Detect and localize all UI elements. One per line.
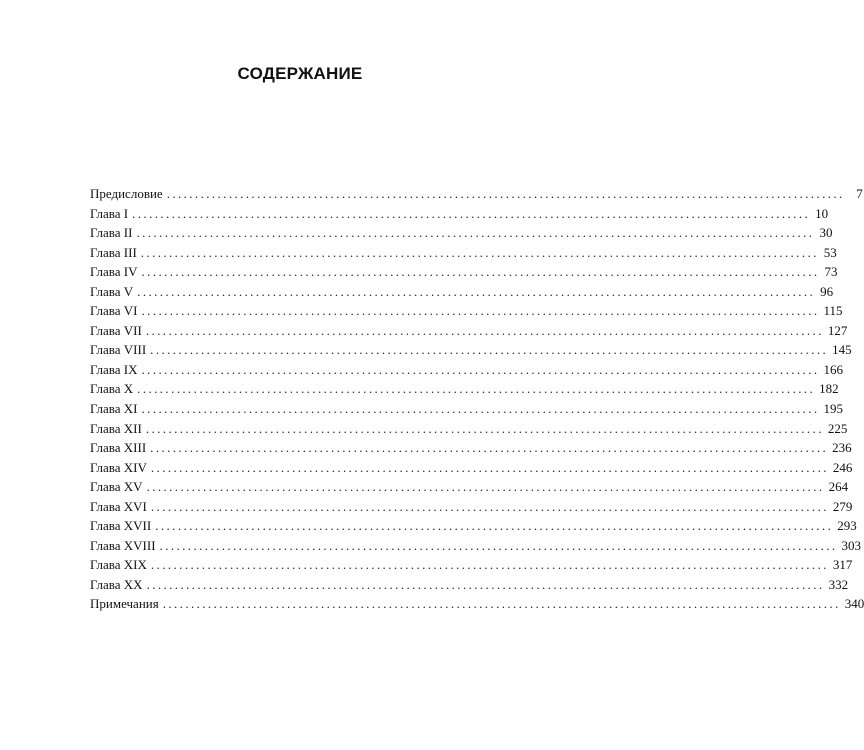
toc-entry xyxy=(90,477,849,497)
table-of-contents xyxy=(90,184,864,614)
toc-entry xyxy=(90,243,837,263)
toc-leader-dots: ........................................................................................................................ xyxy=(150,440,829,456)
toc-entry-page: 96 xyxy=(820,283,834,299)
toc-leader-dots: ........................................................................................................................ xyxy=(166,186,845,201)
toc-entry-label: Глава VI xyxy=(90,303,138,319)
toc-leader-dots: ........................................................................................................................ xyxy=(146,479,825,495)
toc-entry xyxy=(90,223,833,243)
toc-entry-page: 264 xyxy=(828,479,849,495)
toc-entry xyxy=(90,321,848,341)
toc-entry xyxy=(90,458,853,478)
toc-entry xyxy=(90,301,843,321)
toc-entry-page: 225 xyxy=(827,420,848,436)
toc-entry-page: 10 xyxy=(815,205,829,221)
toc-leader-dots: ........................................................................................................................ xyxy=(136,225,815,241)
toc-entry-label: Глава VIII xyxy=(90,342,147,358)
toc-entry-label: Глава XII xyxy=(90,420,142,436)
toc-entry-page: 115 xyxy=(823,303,843,319)
toc-entry-page: 246 xyxy=(832,459,853,475)
toc-entry-page: 7 xyxy=(856,186,863,201)
toc-entry xyxy=(90,497,853,517)
toc-entry-label: Глава XV xyxy=(90,479,143,495)
toc-entry xyxy=(90,594,864,614)
toc-leader-dots: ........................................................................................................................ xyxy=(141,303,820,319)
toc-entry-label: Предисловие xyxy=(90,186,163,201)
toc-entry-page: 145 xyxy=(832,342,852,358)
toc-entry-label: Глава X xyxy=(90,381,134,397)
toc-entry-label: Глава XVI xyxy=(90,498,147,514)
toc-entry xyxy=(90,204,829,224)
toc-entry-label: Глава III xyxy=(90,244,137,260)
toc-leader-dots: ........................................................................................................................ xyxy=(137,283,816,299)
toc-leader-dots: ........................................................................................................................ xyxy=(141,401,820,417)
toc-leader-dots: ........................................................................................................................ xyxy=(146,576,825,592)
toc-entry xyxy=(90,419,848,439)
page-title: СОДЕРЖАНИЕ xyxy=(237,64,363,83)
toc-entry xyxy=(90,184,863,204)
toc-entry xyxy=(90,282,834,302)
toc-leader-dots: ........................................................................................................................ xyxy=(145,420,824,436)
toc-leader-dots: ........................................................................................................................ xyxy=(140,244,819,260)
toc-entry-page: 166 xyxy=(823,361,843,377)
toc-entry-page: 303 xyxy=(841,537,862,553)
toc-entry-page: 332 xyxy=(828,576,849,592)
toc-entry-page: 73 xyxy=(824,264,838,280)
toc-entry-label: Глава IX xyxy=(90,361,138,377)
toc-entry-page: 195 xyxy=(823,401,843,417)
toc-entry-page: 127 xyxy=(827,322,848,338)
toc-entry-label: Глава XX xyxy=(90,576,143,592)
toc-entry-page: 293 xyxy=(837,518,857,534)
toc-entry xyxy=(90,438,852,458)
toc-entry-page: 279 xyxy=(832,498,853,514)
toc-entry-label: Глава II xyxy=(90,225,133,241)
toc-entry-label: Глава XIII xyxy=(90,440,147,456)
toc-entry xyxy=(90,516,857,536)
toc-entry-label: Глава XVII xyxy=(90,518,152,534)
toc-entry-label: Глава IV xyxy=(90,264,138,280)
toc-leader-dots: ........................................................................................................................ xyxy=(159,537,838,553)
toc-entry-page: 30 xyxy=(819,225,833,241)
toc-leader-dots: ........................................................................................................................ xyxy=(150,498,829,514)
toc-entry xyxy=(90,575,849,595)
toc-entry xyxy=(90,379,839,399)
toc-leader-dots: ........................................................................................................................ xyxy=(141,361,820,377)
toc-leader-dots: ........................................................................................................................ xyxy=(155,518,834,534)
toc-entry-page: 53 xyxy=(823,244,837,260)
toc-entry xyxy=(90,555,853,575)
toc-entry-label: Глава XIX xyxy=(90,557,147,573)
toc-entry-label: Глава V xyxy=(90,283,134,299)
toc-entry-label: Глава XI xyxy=(90,401,138,417)
toc-entry xyxy=(90,360,843,380)
toc-entry-label: Глава VII xyxy=(90,322,142,338)
toc-leader-dots: ........................................................................................................................ xyxy=(150,342,829,358)
toc-leader-dots: ........................................................................................................................ xyxy=(132,205,811,221)
toc-leader-dots: ........................................................................................................................ xyxy=(137,381,816,397)
toc-leader-dots: ........................................................................................................................ xyxy=(150,557,829,573)
toc-entry-label: Глава XIV xyxy=(90,459,147,475)
toc-entry-page: 317 xyxy=(832,557,853,573)
toc-entry-label: Глава XVIII xyxy=(90,537,156,553)
toc-entry-label: Примечания xyxy=(90,596,159,612)
toc-leader-dots: ........................................................................................................................ xyxy=(162,596,841,612)
toc-leader-dots: ........................................................................................................................ xyxy=(150,459,829,475)
toc-entry-page: 236 xyxy=(832,440,852,456)
toc-entry-page: 182 xyxy=(819,381,839,397)
toc-entry xyxy=(90,340,852,360)
toc-entry-label: Глава I xyxy=(90,205,129,221)
toc-entry xyxy=(90,399,843,419)
toc-leader-dots: ........................................................................................................................ xyxy=(141,264,820,280)
toc-entry xyxy=(90,536,862,556)
toc-entry-page: 340 xyxy=(844,596,864,612)
toc-entry xyxy=(90,262,838,282)
toc-leader-dots: ........................................................................................................................ xyxy=(145,322,824,338)
